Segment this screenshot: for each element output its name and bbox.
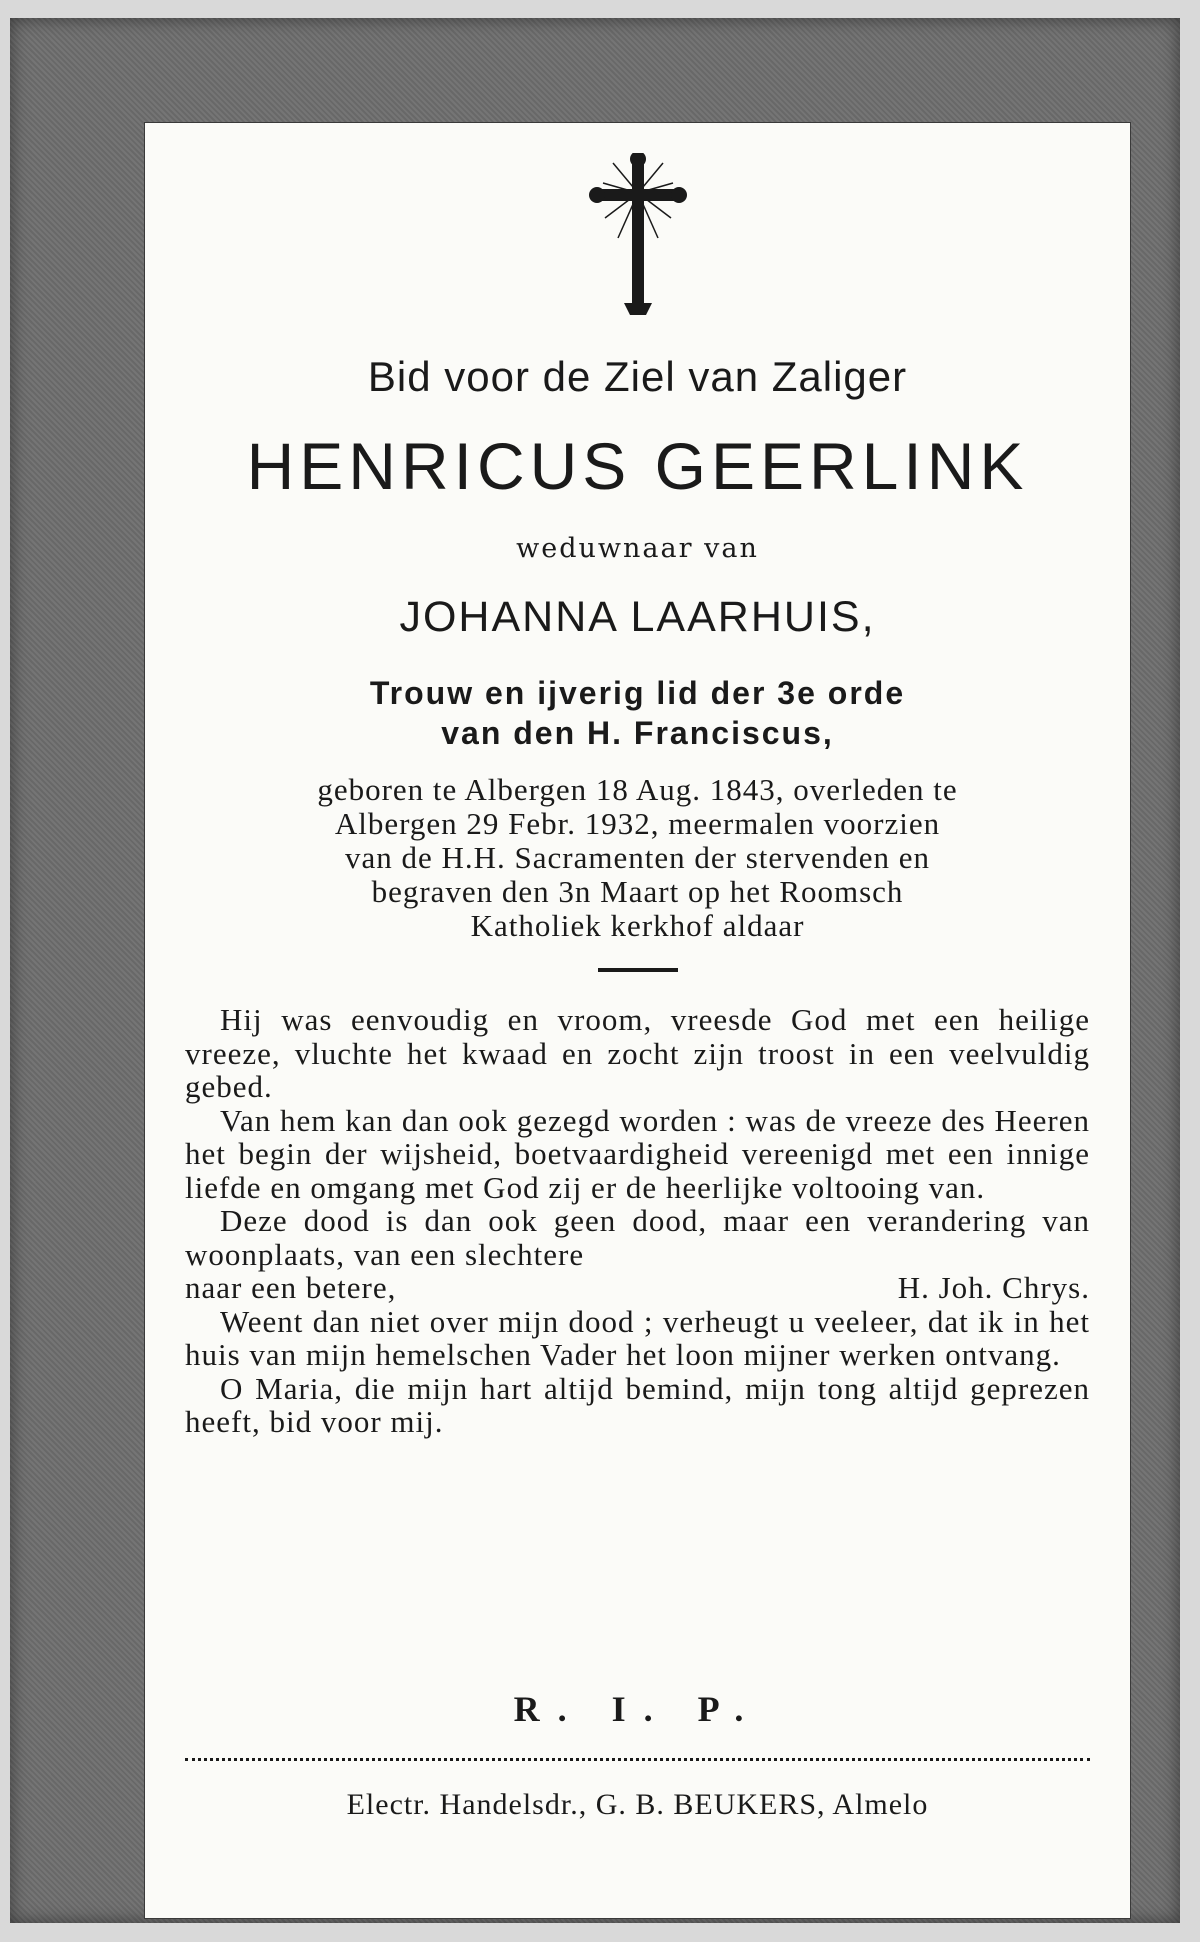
prayer-lead: Bid voor de Ziel van Zaliger xyxy=(367,353,908,400)
short-divider xyxy=(598,968,678,972)
printer-credit: Electr. Handelsdr., G. B. BEUKERS, Almelo xyxy=(346,1788,929,1821)
memorial-card-border xyxy=(10,18,1180,1923)
order-line-2: van den H. Franciscus, xyxy=(441,715,834,751)
eulogy-paragraph: O Maria, die mijn hart altijd bemind, mijn tong altijd geprezen heeft, bid voor mij. xyxy=(185,1370,1090,1439)
bio-line: begraven den 3n Maart op het Roomsch xyxy=(371,874,904,909)
eulogy-paragraph: Weent dan niet over mijn dood ; verheugt u veeleer, dat ik in het huis van mijn hemelschen Vader het loon mijner werken ontvang. xyxy=(185,1303,1090,1372)
eulogy-paragraph: Hij was eenvoudig en vroom, vreesde God met een heilige vreeze, vluchte het kwaad en zocht zijn troost in een veelvuldig gebed. xyxy=(185,1002,1090,1104)
dotted-divider xyxy=(185,1758,1090,1761)
quote-line-end: naar een betere, xyxy=(185,1270,397,1305)
widower-of-label: weduwnaar van xyxy=(516,533,759,564)
card-content xyxy=(185,123,1090,1918)
bio-line: geboren te Albergen 18 Aug. 1843, overleden te xyxy=(317,772,958,807)
spouse-name: JOHANNA LAARHUIS, xyxy=(399,593,876,641)
memorial-card-paper xyxy=(145,123,1130,1918)
deceased-name: HENRICUS GEERLINK xyxy=(246,429,1029,503)
rip-text: R. I. P. xyxy=(513,1689,762,1729)
bio-line: van de H.H. Sacramenten der stervenden en xyxy=(345,840,930,875)
order-line-1: Trouw en ijverig lid der 3e orde xyxy=(369,675,906,711)
bio-line: Katholiek kerkhof aldaar xyxy=(470,908,805,943)
quote-attribution: H. Joh. Chrys. xyxy=(897,1270,1090,1305)
eulogy-paragraph: Van hem kan dan ook gezegd worden : was de vreeze des Heeren het begin der wijsheid, boetvaardigheid vereenigd met een innige liefde en omgang met God zij er de heerlijke voltooing van. xyxy=(185,1102,1090,1205)
eulogy-paragraph: Deze dood is dan ook geen dood, maar een verandering van woonplaats, van een slechtere xyxy=(185,1203,1090,1272)
quote-attribution-row xyxy=(185,1271,1090,1305)
religious-order-text xyxy=(185,673,1090,753)
biography-block xyxy=(185,773,1090,943)
eulogy-text xyxy=(185,1003,1090,1439)
bio-line: Albergen 29 Febr. 1932, meermalen voorzien xyxy=(334,806,941,841)
radiant-cross-icon xyxy=(583,153,693,323)
